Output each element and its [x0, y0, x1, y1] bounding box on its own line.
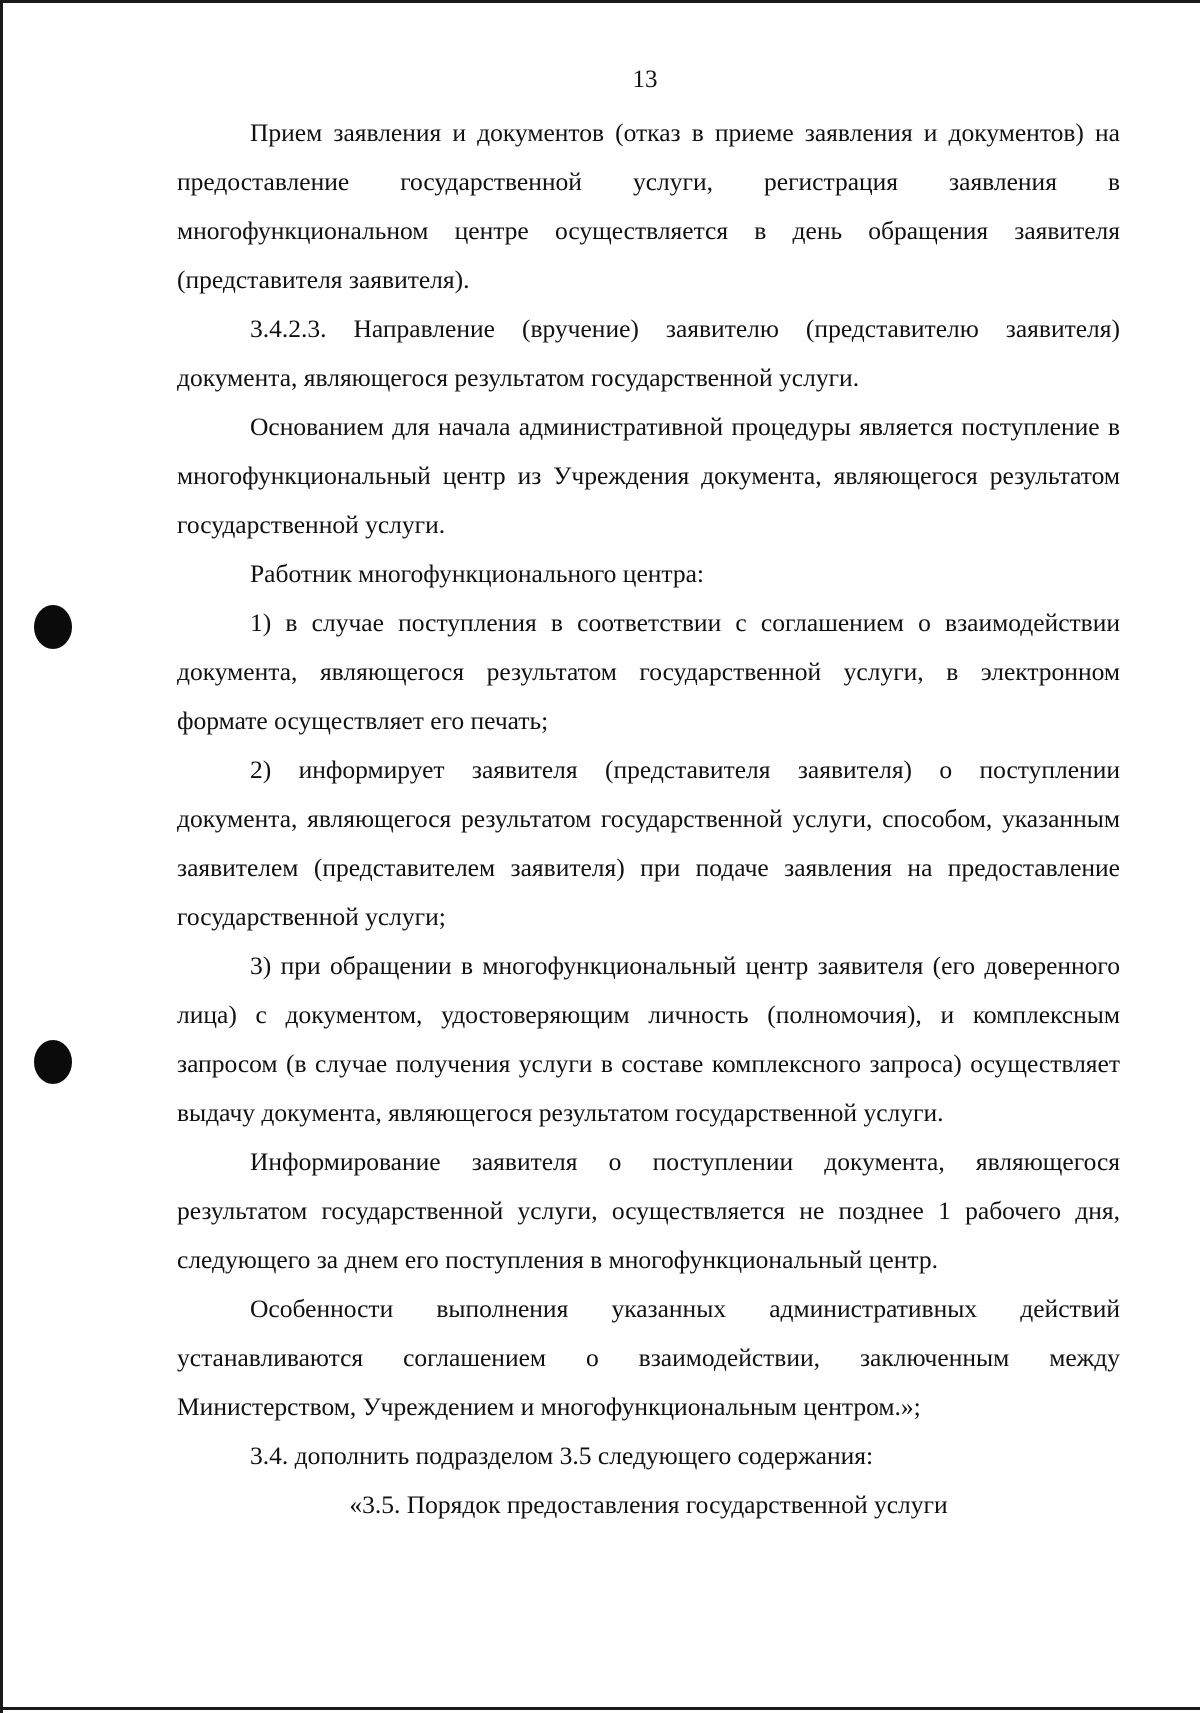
scan-edge-top: [0, 0, 1200, 3]
paragraph-section-3-4: 3.4. дополнить подразделом 3.5 следующего содержания:: [250, 1441, 874, 1470]
paragraph-features: Особенности выполнения указанных административных действий устанавливаются соглашением о взаимодействии, заключенным между Министерством, Учреждением и многофункциональным центром.»;: [177, 1294, 1120, 1421]
document-body: [177, 108, 1120, 1529]
paragraph-application-receipt: Прием заявления и документов (отказ в приеме заявления и документов) на предоставление государственной услуги, регистрация заявления в многофункциональном центре осуществляется в день обращения заявителя (представителя заявителя).: [177, 118, 1120, 294]
list-item-3: 3) при обращении в многофункциональный центр заявителя (его доверенного лица) с документом, удостоверяющим личность (полномочия), и комплексным запросом (в случае получения услуги в составе комплексного запроса) осуществляет выдачу документа, являющегося результатом государственной услуги.: [177, 951, 1120, 1127]
punch-hole-lower: [34, 1040, 72, 1084]
scan-edge-left: [0, 0, 3, 1713]
paragraph-section-3-4-2-3: 3.4.2.3. Направление (вручение) заявителю (представителю заявителя) документа, являющегося результатом государственной услуги.: [177, 314, 1120, 392]
subsection-heading: «3.5. Порядок предоставления государственной услуги: [349, 1490, 948, 1519]
paragraph-procedure-basis: Основанием для начала административной процедуры является поступление в многофункциональный центр из Учреждения документа, являющегося результатом государственной услуги.: [177, 412, 1120, 539]
list-item-1: 1) в случае поступления в соответствии с соглашением о взаимодействии документа, являющегося результатом государственной услуги, в электронном формате осуществляет его печать;: [177, 608, 1120, 735]
punch-hole-upper: [34, 605, 72, 649]
list-item-2: 2) информирует заявителя (представителя заявителя) о поступлении документа, являющегося результатом государственной услуги, способом, указанным заявителем (представителем заявителя) при подаче заявления на предоставление государственной услуги;: [177, 755, 1120, 931]
paragraph-informing: Информирование заявителя о поступлении документа, являющегося результатом государственной услуги, осуществляется не позднее 1 рабочего дня, следующего за днем его поступления в многофункциональный центр.: [177, 1147, 1120, 1274]
scan-edge-bottom: [0, 1707, 1200, 1710]
page-number: 13: [632, 66, 658, 93]
paragraph-mfc-worker: Работник многофункционального центра:: [250, 559, 705, 588]
